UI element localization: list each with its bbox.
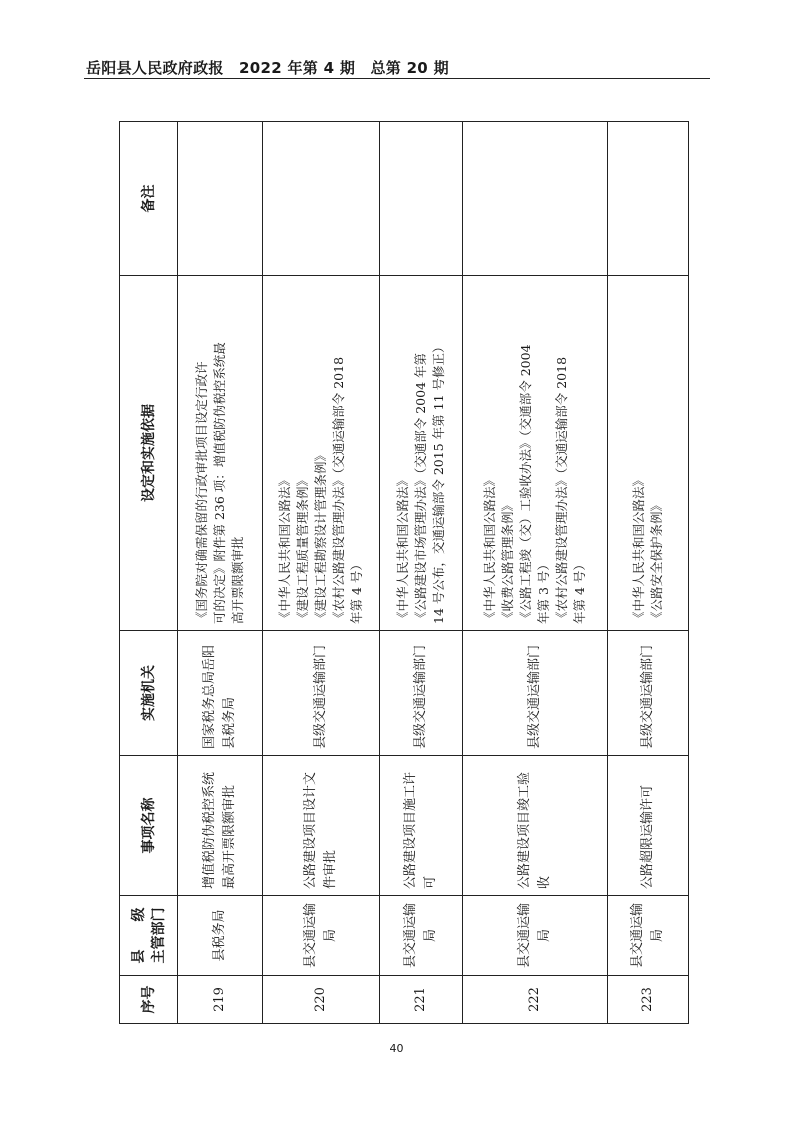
basis-line: 14 号公布，交通运输部令 2015 年第 11 号修正） [431, 340, 446, 624]
cell-note [380, 122, 463, 276]
basis-line: 《中华人民共和国公路法》 [395, 473, 410, 624]
cell-dept: 县交通运输局 [463, 896, 608, 976]
cell-item: 公路建设项目施工许可 [380, 756, 463, 896]
cell-basis [263, 276, 380, 631]
cell-note [263, 122, 380, 276]
cell-note [178, 122, 263, 276]
cell-item: 公路建设项目设计文件审批 [263, 756, 380, 896]
basis-line: 年第 4 号） [349, 558, 364, 624]
page-header [84, 56, 710, 79]
basis-line: 《建设工程勘察设计管理条例》 [313, 448, 328, 624]
col-header-dept [120, 896, 178, 976]
table-row [608, 122, 689, 1024]
cell-agency: 县级交通运输部门 [263, 631, 380, 756]
basis-line: 高开票限额审批 [230, 536, 245, 624]
cell-dept: 县交通运输局 [263, 896, 380, 976]
basis-line: 《农村公路建设管理办法》（交通运输部令 2018 [331, 356, 346, 624]
table-row [380, 122, 463, 1024]
cell-dept: 县税务局 [178, 896, 263, 976]
col-header-agency: 实施机关 [120, 631, 178, 756]
cell-dept: 县交通运输局 [380, 896, 463, 976]
cell-seq: 223 [608, 976, 689, 1024]
basis-line: 《公路建设市场管理办法》（交通部令 2004 年第 [413, 352, 428, 624]
basis-line: 年第 3 号） [536, 558, 551, 624]
basis-line: 《中华人民共和国公路法》 [631, 473, 646, 624]
col-header-dept-top: 县 级 [130, 907, 147, 964]
cell-agency: 县级交通运输部门 [463, 631, 608, 756]
basis-line: 《建设工程质量管理条例》 [295, 473, 310, 624]
cell-item: 公路建设项目竣工验收 [463, 756, 608, 896]
cell-seq: 221 [380, 976, 463, 1024]
basis-line: 《公路工程竣（交）工验收办法》（交通部令 2004 [518, 344, 533, 624]
cell-item: 公路超限运输许可 [608, 756, 689, 896]
col-header-seq: 序号 [120, 976, 178, 1024]
table-header-row [120, 122, 178, 1024]
table-row [263, 122, 380, 1024]
cell-seq: 220 [263, 976, 380, 1024]
cell-basis [380, 276, 463, 631]
table-row [178, 122, 263, 1024]
col-header-basis: 设定和实施依据 [120, 276, 178, 631]
table-container [119, 122, 688, 1024]
col-header-dept-bottom: 主管部门 [150, 907, 167, 964]
basis-line: 《收费公路管理条例》 [500, 498, 515, 624]
basis-line: 可的决定》附件第 236 项：增值税防伪税控系统最 [212, 342, 227, 624]
cell-seq: 219 [178, 976, 263, 1024]
cell-agency: 县级交通运输部门 [608, 631, 689, 756]
approval-items-table [119, 121, 689, 1024]
basis-line: 《农村公路建设管理办法》（交通运输部令 2018 [554, 356, 569, 624]
cell-dept: 县交通运输局 [608, 896, 689, 976]
cell-agency: 国家税务总局岳阳县税务局 [178, 631, 263, 756]
cell-note [608, 122, 689, 276]
page-number: 40 [389, 1042, 404, 1055]
cell-agency: 县级交通运输部门 [380, 631, 463, 756]
rotated-table-frame [119, 122, 688, 1024]
col-header-note: 备注 [120, 122, 178, 276]
basis-line: 年第 4 号） [572, 558, 587, 624]
header-title: 岳阳县人民政府政报 2022 年第 4 期 总第 20 期 [86, 59, 449, 77]
basis-line: 《中华人民共和国公路法》 [482, 473, 497, 624]
basis-line: 《中华人民共和国公路法》 [277, 473, 292, 624]
cell-seq: 222 [463, 976, 608, 1024]
table-row [463, 122, 608, 1024]
cell-note [463, 122, 608, 276]
cell-basis [463, 276, 608, 631]
cell-basis [178, 276, 263, 631]
basis-line: 《公路安全保护条例》 [649, 498, 664, 624]
col-header-item: 事项名称 [120, 756, 178, 896]
cell-basis [608, 276, 689, 631]
basis-line: 《国务院对确需保留的行政审批项目设定行政许 [194, 361, 209, 624]
cell-item: 增值税防伪税控系统最高开票限额审批 [178, 756, 263, 896]
